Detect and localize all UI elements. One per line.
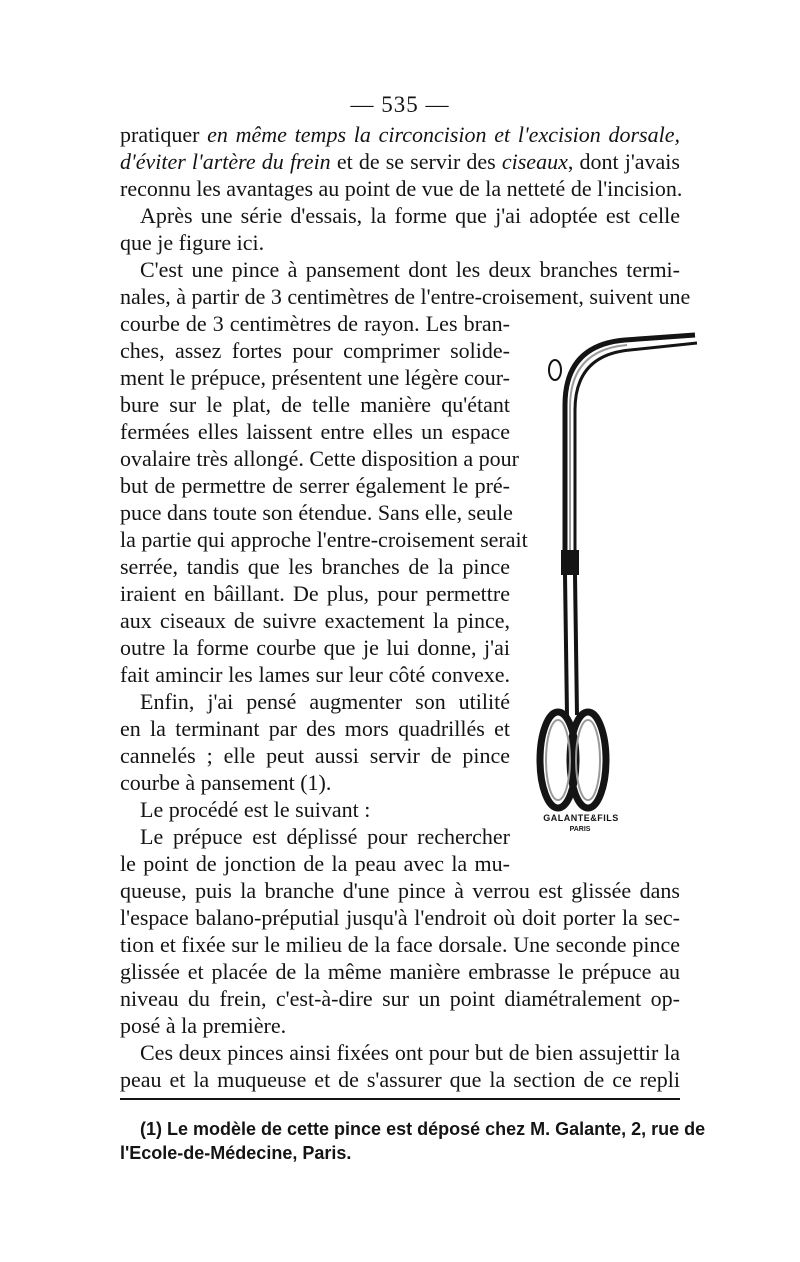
text-line: en la terminant par des mors quadrillés et <box>120 716 510 741</box>
text-line: glissée et placée de la même manière embrasse le prépuce au <box>120 959 680 984</box>
italic-span: d'éviter l'artère du frein <box>120 149 331 174</box>
forceps-ring-shade <box>546 720 570 800</box>
text-line: ches, assez fortes pour comprimer solide- <box>120 338 510 363</box>
text-line: aux ciseaux de suivre exactement la pince, <box>120 608 510 633</box>
text-line: iraient en bâillant. De plus, pour permettre <box>120 581 510 606</box>
italic-span: en même temps la circoncision et l'excision dorsale, <box>207 122 680 147</box>
text-line: reconnu les avantages au point de vue de la netteté de l'incision. <box>120 176 683 201</box>
text-line: l'espace balano-préputial jusqu'à l'endroit où doit porter la sec- <box>120 905 680 930</box>
text-line: nales, à partir de 3 centimètres de l'entre-croisement, suivent une <box>120 284 691 309</box>
text-line: puce dans toute son étendue. Sans elle, seule <box>120 500 513 525</box>
forceps-drawing <box>525 325 700 845</box>
text-line: ment le prépuce, présentent une légère cour- <box>120 365 510 390</box>
text-line: courbe à pansement (1). <box>120 770 332 795</box>
figure-maker-label: GALANTE&FILS <box>543 813 619 823</box>
text-line: que je figure ici. <box>120 230 265 255</box>
forceps-illustration <box>525 325 700 845</box>
text-line: cannelés ; elle peut aussi servir de pince <box>120 743 510 768</box>
text-line: queuse, puis la branche d'une pince à verrou est glissée dans <box>120 878 680 903</box>
text-line: outre la forme courbe que je lui donne, j'ai <box>120 635 510 660</box>
text-line: fait amincir les lames sur leur côté convexe. <box>120 662 510 687</box>
forceps-shaft-right <box>575 575 577 715</box>
text-line <box>120 149 680 175</box>
forceps-jaw-inner <box>575 343 697 555</box>
text-line: le point de jonction de la peau avec la mu- <box>120 851 510 876</box>
text-line: Le prépuce est déplissé pour rechercher <box>140 824 510 849</box>
text-line: peau et la muqueuse et de s'assurer que la section de ce repli <box>120 1067 680 1092</box>
text-line: courbe de 3 centimètres de rayon. Les bran- <box>120 311 510 336</box>
text-line: Le procédé est le suivant : <box>140 797 371 822</box>
forceps-jaw-outer <box>565 335 695 555</box>
text-span: pratiquer <box>120 122 208 147</box>
jaw-tip-section-icon <box>549 360 561 380</box>
footnote-line: l'Ecole-de-Médecine, Paris. <box>120 1143 352 1163</box>
text-span: , dont j'avais <box>567 149 680 174</box>
text-line: bure sur le plat, de telle manière qu'étant <box>120 392 510 417</box>
text-line: Ces deux pinces ainsi fixées ont pour but de bien assujettir la <box>140 1040 680 1065</box>
text-line: tion et fixée sur le milieu de la face dorsale. Une seconde pince <box>120 932 680 957</box>
footnote-line: (1) Le modèle de cette pince est déposé chez M. Galante, 2, rue de <box>140 1119 706 1139</box>
footnote-rule <box>120 1098 680 1100</box>
text-line: niveau du frein, c'est-à-dire sur un point diamétralement op- <box>120 986 680 1011</box>
text-line: la partie qui approche l'entre-croisement serait <box>120 527 528 552</box>
text-line: C'est une pince à pansement dont les deux branches termi- <box>140 257 680 282</box>
italic-span: ciseaux <box>501 149 568 174</box>
figure-city-label: PARIS <box>569 826 591 833</box>
text-line: ovalaire très allongé. Cette disposition a pour <box>120 446 519 471</box>
text-line: posé à la première. <box>120 1013 287 1038</box>
forceps-shaft-left <box>565 575 567 715</box>
text-line: serrée, tandis que les branches de la pince <box>120 554 510 579</box>
forceps-joint <box>561 550 579 575</box>
text-line: fermées elles laissent entre elles un espace <box>120 419 510 444</box>
forceps-jaw-shade <box>570 345 627 555</box>
text-line: Enfin, j'ai pensé augmenter son utilité <box>140 689 510 714</box>
forceps-ring-shade <box>576 720 600 800</box>
text-line: but de permettre de serrer également le pré- <box>120 473 510 498</box>
page-number: — 535 — <box>350 92 450 117</box>
text-span: et de se servir des <box>330 149 502 174</box>
text-line <box>120 122 680 148</box>
text-line: Après une série d'essais, la forme que j'ai adoptée est celle <box>140 203 680 228</box>
